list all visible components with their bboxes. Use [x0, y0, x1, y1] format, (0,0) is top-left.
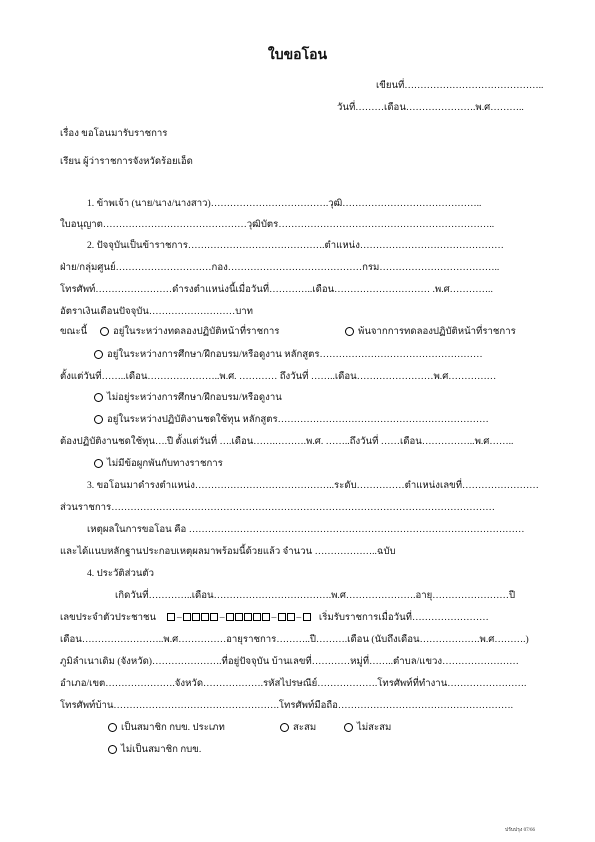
option-passed-probation: พ้นจากการทดลองปฏิบัติหน้าที่ราชการ: [358, 326, 516, 337]
citizen-id-boxes[interactable]: – – – –: [167, 612, 311, 623]
gpf-row-1c: [344, 722, 391, 734]
option-probation: อยู่ในระหว่างทดลองปฏิบัติหน้าที่ราชการ: [112, 326, 280, 337]
date-field[interactable]: วันที่………เดือน………………….พ.ศ………..: [337, 102, 524, 113]
option-not-gpf-member: ไม่เป็นสมาชิก กบข.: [121, 744, 202, 755]
status-row-training: [94, 349, 483, 361]
section2-position-line[interactable]: 2. ปัจจุบันเป็นข้าราชการ…………………………………….ตำแหน่ง………………………………………: [87, 240, 504, 251]
radio-circle-icon[interactable]: [345, 327, 354, 336]
gpf-row-2: [108, 744, 201, 756]
service-start-field[interactable]: เริ่มรับราชการเมื่อวันที่……………………: [318, 612, 489, 623]
status-row-not-training: [94, 392, 282, 404]
training-dates-line[interactable]: ตั้งแต่วันที่……..เดือน…………………..พ.ศ. ………… ถึงวันที่ ……..เดือน……………………พ.ศ……………: [60, 371, 497, 382]
option-scholarship[interactable]: อยู่ในระหว่างปฏิบัติงานชดใช้ทุน หลักสูตร…………………………………………………………: [107, 414, 489, 425]
section3-attachments-line[interactable]: และได้แนบหลักฐานประกอบเหตุผลมาพร้อมนี้ด้วยแล้ว จำนวน ………………..ฉบับ: [60, 546, 396, 557]
option-accumulate: สะสม: [293, 722, 317, 733]
phone-line[interactable]: โทรศัพท์บ้าน…………………………………………….โทรศัพท์มือถือ……………………………………………….: [60, 700, 514, 711]
section2-salary-line[interactable]: อัตราเงินเดือนปัจจุบัน………………………บาท: [60, 306, 254, 317]
section2-division-line[interactable]: ฝ่าย/กลุ่มศูนย์…………………………กอง……………………………………กรม………………………………..: [60, 262, 500, 273]
section3-agency-line[interactable]: ส่วนราชการ…………………………………………………………………………………………………………: [60, 502, 495, 513]
section1-name-line[interactable]: 1. ข้าพเจ้า (นาย/นาง/นางสาว)……………………………….วุฒิ……………………………………..: [87, 198, 482, 209]
status-row-no-obligation: [94, 458, 223, 470]
radio-circle-icon[interactable]: [108, 745, 117, 754]
section3-reason-line[interactable]: เหตุผลในการขอโอน คือ ……………………………………………………………………………………………: [87, 524, 525, 535]
radio-circle-icon[interactable]: [100, 327, 109, 336]
radio-circle-icon[interactable]: [94, 393, 103, 402]
radio-circle-icon[interactable]: [94, 350, 103, 359]
radio-circle-icon[interactable]: [280, 723, 289, 732]
section4-birth-line[interactable]: เกิดวันที่…………..เดือน……………………………….พ.ศ………………….อายุ……………………ปี: [115, 590, 516, 601]
radio-circle-icon[interactable]: [344, 723, 353, 732]
option-not-training: ไม่อยู่ระหว่างการศึกษา/ฝึกอบรม/หรือดูงาน: [107, 392, 282, 403]
scholarship-dates-line[interactable]: ต้องปฏิบัติงานชดใช้ทุน….ปี ตั้งแต่วันที่ ….เดือน…….……….พ.ศ. ……..ถึงวันที่ ……เดือน……………..พ.ศ……..: [60, 436, 514, 447]
section4-heading: 4. ประวัติส่วนตัว: [87, 568, 155, 579]
document-title: ใบขอโอน: [267, 48, 328, 63]
radio-circle-icon[interactable]: [108, 723, 117, 732]
option-not-accumulate: ไม่สะสม: [357, 722, 392, 733]
option-training[interactable]: อยู่ในระหว่างการศึกษา/ฝึกอบรม/หรือดูงาน หลักสูตร……………………………………………: [107, 349, 483, 360]
subject-line: เรื่อง ขอโอนมารับราชการ: [60, 128, 168, 139]
addressee-line: เรียน ผู้ว่าราชการจังหวัดร้อยเอ็ด: [60, 156, 193, 167]
status-row-1b: [345, 326, 516, 338]
gpf-row-1: [108, 722, 225, 734]
district-line[interactable]: อำเภอ/เขต………………….จังหวัด……………….รหัสไปรษณีย์……………….โทรศัพท์ที่ทำงาน…………………….: [60, 678, 527, 689]
section2-phone-line[interactable]: โทรศัพท์……………………ดำรงตำแหน่งนี้เมื่อวันที่…………..เดือน………………………… .พ.ศ…………..: [60, 284, 493, 295]
service-duration-line[interactable]: เดือน……………………..พ.ศ……………อายุราชการ………..ปี……….เดือน (นับถึงเดือน……………….พ.ศ……….): [60, 634, 529, 645]
radio-circle-icon[interactable]: [94, 415, 103, 424]
option-no-obligation: ไม่มีข้อผูกพันกับทางราชการ: [107, 458, 223, 469]
citizen-id-line: [60, 612, 489, 624]
while-label: ขณะนี้: [60, 326, 88, 337]
status-row-1: [60, 326, 279, 338]
option-gpf-member: เป็นสมาชิก กบข. ประเภท: [121, 722, 225, 733]
citizen-id-label: เลขประจำตัวประชาชน: [60, 612, 157, 623]
status-row-scholarship: [94, 414, 489, 426]
footer-code: ปรับปรุง 07/66: [505, 828, 535, 833]
gpf-row-1b: [280, 722, 316, 734]
section3-position-line[interactable]: 3. ขอโอนมาดำรงตำแหน่ง……………………………………..ระดับ……………ตำแหน่งเลขที่……………………: [87, 480, 539, 491]
section1-license-line[interactable]: ใบอนุญาต………………………………………วุฒิบัตร…………………………………………………………..: [60, 219, 495, 230]
radio-circle-icon[interactable]: [94, 459, 103, 468]
written-at-field[interactable]: เขียนที่……………………………………..: [376, 80, 544, 91]
domicile-line[interactable]: ภูมิลำเนาเดิม (จังหวัด)………………….ที่อยู่ปัจจุบัน บ้านเลขที่…………หมู่ที่……..ตำบล/แขวง……………………: [60, 656, 519, 667]
